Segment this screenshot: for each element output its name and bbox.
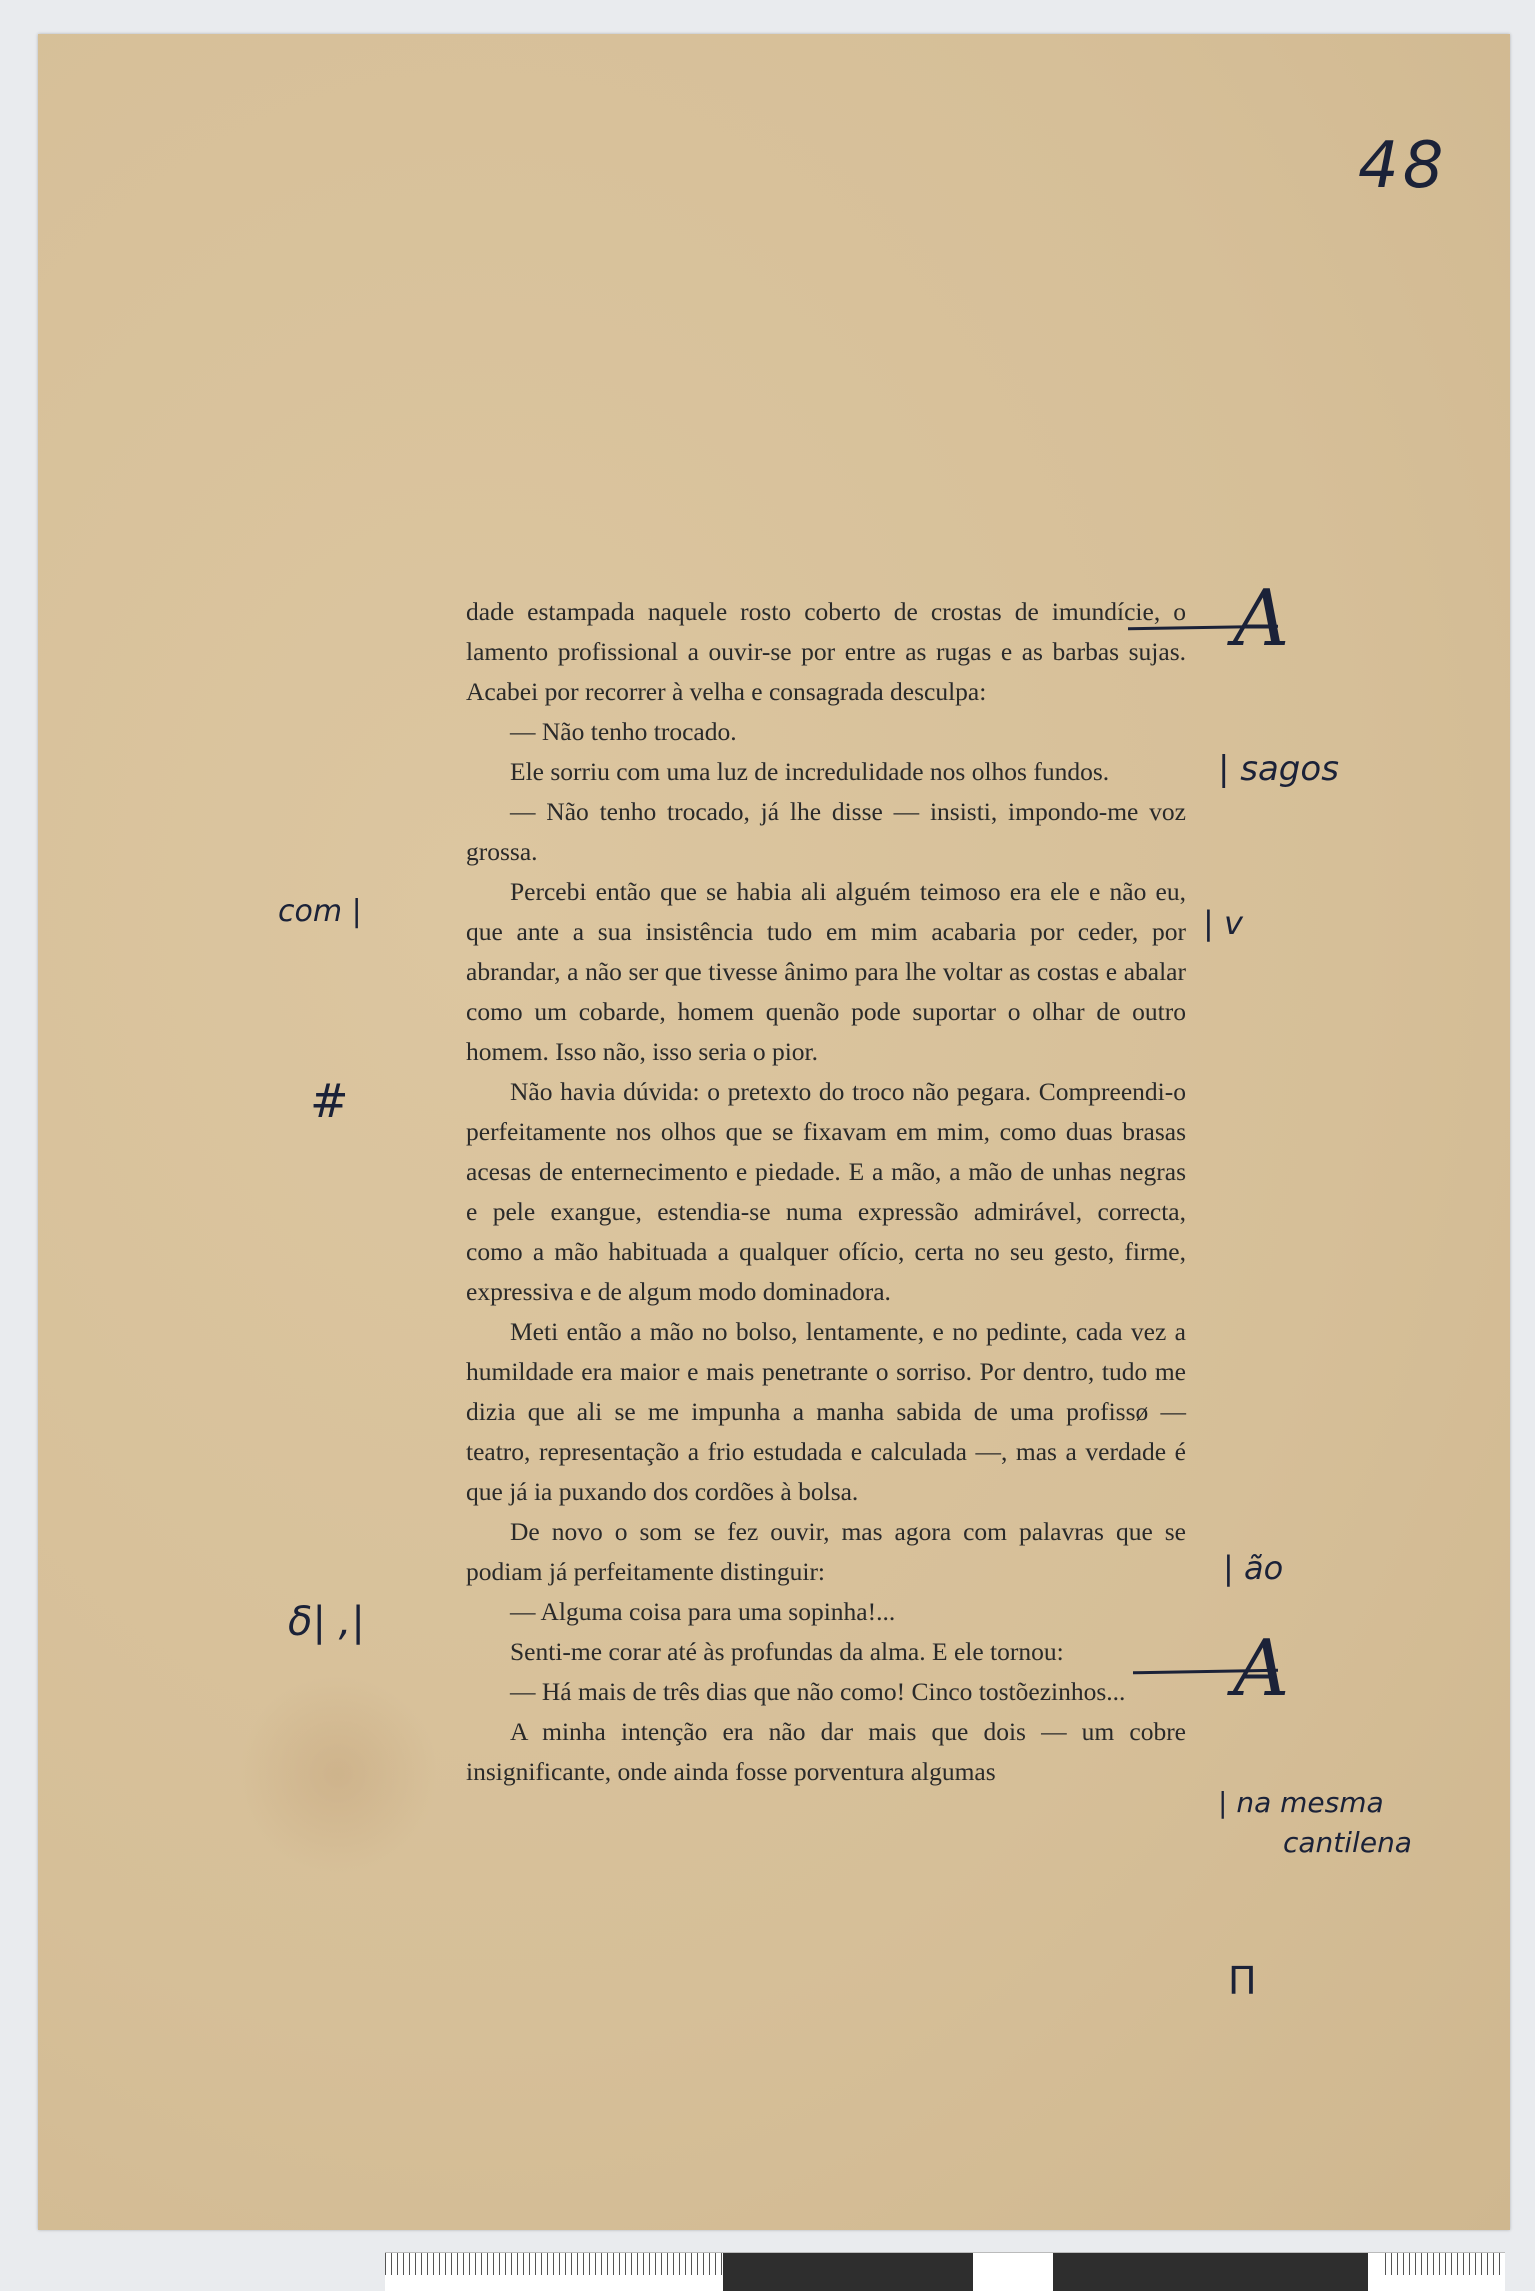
paragraph-10: Senti-me corar até às profundas da alma. E ele tornou: — [510, 1637, 1064, 1666]
paragraph-11: — Há mais de três dias que não como! Cinco tostõezinhos... — [510, 1677, 1126, 1706]
paragraph-6: Não havia dúvida: o pretexto do troco não pegara. Compreendi-o perfeitamente nos olhos que se fixavam em mim, como duas brasas acesas de enternecimento e piedade. E a mão, a mão de unhas negras e pele exangue, estendia-se numa expressão admirável, correcta, como a mão habituada a qualquer ofício, certa no seu gesto, firme, expressiva e de algum modo dominadora. — [466, 1077, 1186, 1306]
margin-note-na-mesma: | na mesma — [1218, 1786, 1384, 1819]
document-page — [38, 34, 1510, 2230]
ruler-black-bar-1 — [723, 2253, 973, 2291]
scale-ruler — [385, 2252, 1505, 2291]
margin-note-ao: | ão — [1223, 1549, 1284, 1587]
paragraph-1: dade estampada naquele rosto coberto de crostas de imundície, o lamento profissional a ouvir-se por entre as rugas e as barbas sujas. Acabei por recorrer à velha e consagrada desculpa: — [466, 597, 1186, 706]
paragraph-9: — Alguma coisa para uma sopinha!... — [510, 1597, 896, 1626]
margin-note-sagos: | sagos — [1218, 749, 1339, 789]
margin-note-hash: # — [310, 1074, 349, 1128]
paragraph-8: De novo o som se fez ouvir, mas agora com palavras que se podiam já perfeitamente distinguir: — [466, 1517, 1186, 1586]
margin-mark-a-1: A — [1233, 574, 1290, 664]
paragraph-7: Meti então a mão no bolso, lentamente, e no pedinte, cada vez a humildade era maior e mais penetrante o sorriso. Por dentro, tudo me dizia que ali se me impunha a manha sabida de uma profissø — teatro, representação a frio estudada e calculada —, mas a verdade é que já ia puxando dos cordões à bolsa. — [466, 1317, 1186, 1506]
margin-mark-a-2: A — [1233, 1624, 1290, 1714]
margin-note-cantilena: cantilena — [1283, 1826, 1412, 1859]
body-text — [466, 592, 1186, 1792]
margin-note-v: | v — [1203, 904, 1243, 942]
paragraph-2: — Não tenho trocado. — [510, 717, 737, 746]
paper-stain — [238, 1674, 438, 1874]
ruler-ticks — [385, 2253, 725, 2275]
margin-note-com: com | — [278, 894, 362, 929]
margin-note-delta: δ| ,| — [288, 1599, 365, 1645]
paragraph-12: A minha intenção era não dar mais que dois — um cobre insignificante, onde ainda fosse porventura algumas — [466, 1717, 1186, 1786]
paragraph-3: Ele sorriu com uma luz de incredulidade nos olhos fundos. — [510, 757, 1110, 786]
paragraph-4: — Não tenho trocado, já lhe disse — insisti, impondo-me voz grossa. — [466, 797, 1186, 866]
ruler-black-bar-2 — [1053, 2253, 1368, 2291]
margin-note-pi: Π — [1228, 1959, 1257, 2003]
paragraph-5: Percebi então que se habia ali alguém teimoso era ele e não eu, que ante a sua insistência tudo em mim acabaria por ceder, por abrandar, a não ser que tivesse ânimo para lhe voltar as costas e abalar como um cobarde, homem quenão pode suportar o olhar de outro homem. Isso não, isso seria o pior. — [466, 877, 1186, 1066]
page-number: 48 — [1358, 129, 1448, 203]
ruler-ticks-2 — [1385, 2253, 1505, 2275]
